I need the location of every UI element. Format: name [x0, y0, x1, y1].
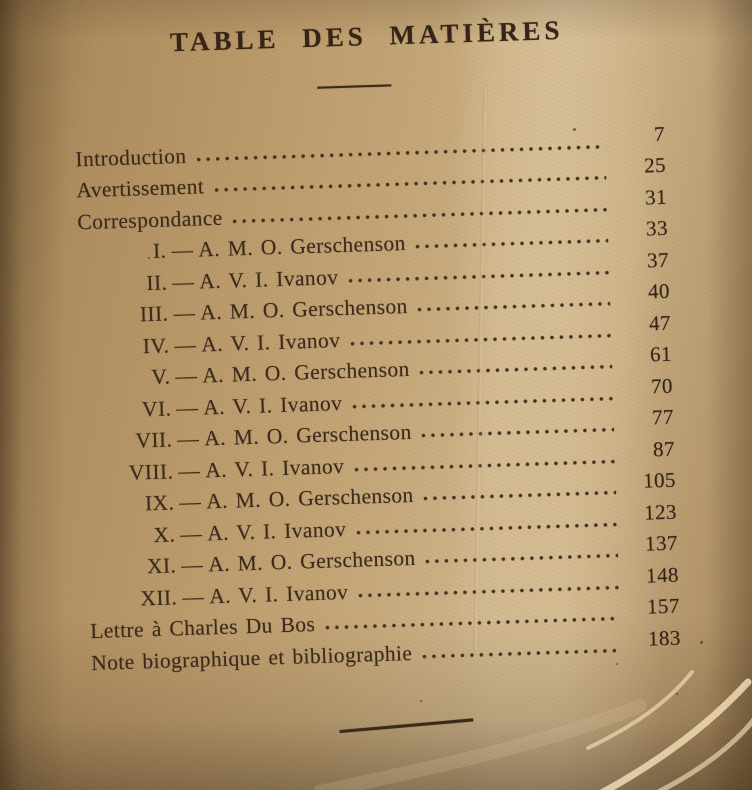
entry-page-number: 137 [644, 530, 679, 556]
entry-page-number: 77 [651, 404, 675, 430]
entry-numeral: II. [146, 270, 168, 295]
dot-leader [418, 301, 611, 313]
entry-dash: — [171, 237, 194, 263]
entry-page-number: 25 [643, 153, 667, 178]
entry-dash: — [175, 395, 199, 421]
entry-label: Avertissement [76, 174, 205, 203]
entry-page-number: 148 [645, 562, 680, 588]
entry-label: A. V. I. Ivanov [206, 516, 347, 546]
entry-page-number: 47 [648, 310, 672, 336]
entry-dash: — [180, 552, 204, 578]
entry-page-number: 157 [646, 593, 681, 619]
entry-label: A. M. O. Gerschenson [205, 483, 414, 514]
entry-page-number: 70 [650, 373, 674, 399]
entry-dash: — [172, 300, 196, 326]
entry-numeral: VI. [141, 396, 172, 422]
entry-numeral: XII. [140, 585, 178, 611]
paper-speck [420, 700, 422, 702]
paper-speck [676, 693, 678, 695]
dot-leader [352, 395, 613, 409]
entry-label: A. V. I. Ivanov [198, 264, 339, 294]
entry-label: A. M. O. Gerschenson [203, 420, 413, 451]
paper-speck [148, 257, 150, 259]
dot-leader [426, 553, 619, 565]
entry-page-number: 40 [647, 278, 671, 304]
dot-leader [348, 269, 609, 283]
entry-dash: — [176, 426, 200, 452]
dot-leader [354, 458, 615, 472]
toc-list [75, 122, 682, 676]
entry-label: A. M. O. Gerschenson [199, 294, 409, 325]
entry-numeral: III. [139, 301, 169, 327]
entry-dash: — [173, 332, 197, 358]
entry-numeral: I. [152, 238, 167, 264]
entry-numeral: VII. [135, 427, 173, 453]
entry-numeral: V. [151, 364, 171, 390]
page-title: TABLE DES MATIÈRES [169, 14, 564, 58]
dot-leader [358, 584, 619, 598]
entry-numeral: IV. [142, 333, 170, 359]
entry-label: A. V. I. Ivanov [202, 390, 343, 420]
entry-dash: — [172, 269, 195, 295]
entry-dash: — [174, 363, 198, 389]
entry-label: A. V. I. Ivanov [200, 327, 341, 357]
entry-label: A. M. O. Gerschenson [207, 546, 416, 577]
entry-dash: — [178, 489, 202, 515]
entry-page-number: 183 [647, 625, 682, 651]
entry-page-number: 33 [645, 216, 669, 241]
entry-page-number: 7 [653, 121, 666, 146]
entry-dash: — [181, 584, 205, 609]
entry-label: A. M. O. Gerschenson [201, 357, 411, 388]
entry-page-number: 37 [646, 247, 670, 273]
entry-numeral: VIII. [128, 459, 174, 485]
dot-leader [422, 647, 621, 659]
dot-leader [350, 332, 611, 346]
entry-numeral: X. [153, 522, 176, 547]
entry-label: Note biographique et bibliographie [90, 640, 413, 675]
entry-numeral: XI. [146, 553, 177, 579]
entry-label: A. M. O. Gerschenson [197, 231, 407, 262]
entry-page-number: 31 [644, 184, 668, 210]
title-divider [317, 84, 391, 89]
entry-label: Correspondance [77, 205, 224, 235]
entry-dash: — [177, 458, 201, 484]
entry-page-number: 123 [643, 499, 678, 525]
dot-leader [422, 427, 615, 439]
bottom-divider [340, 718, 474, 732]
entry-page-number: 87 [652, 436, 676, 462]
dot-leader [416, 238, 609, 250]
paper-speck [616, 663, 618, 665]
entry-numeral: IX. [144, 490, 175, 516]
entry-label: Introduction [75, 143, 187, 172]
entry-page-number: 61 [649, 341, 673, 367]
entry-page-number: 105 [642, 467, 677, 493]
entry-dash: — [179, 521, 203, 546]
dot-leader [424, 490, 617, 502]
dot-leader [356, 521, 617, 535]
entry-label: A. V. I. Ivanov [208, 579, 349, 609]
paper-speck [573, 128, 576, 131]
entry-label: A. V. I. Ivanov [204, 453, 345, 483]
paper-speck [700, 641, 703, 644]
dot-leader [420, 364, 613, 376]
entry-label: Lettre à Charles Du Bos [89, 612, 316, 644]
